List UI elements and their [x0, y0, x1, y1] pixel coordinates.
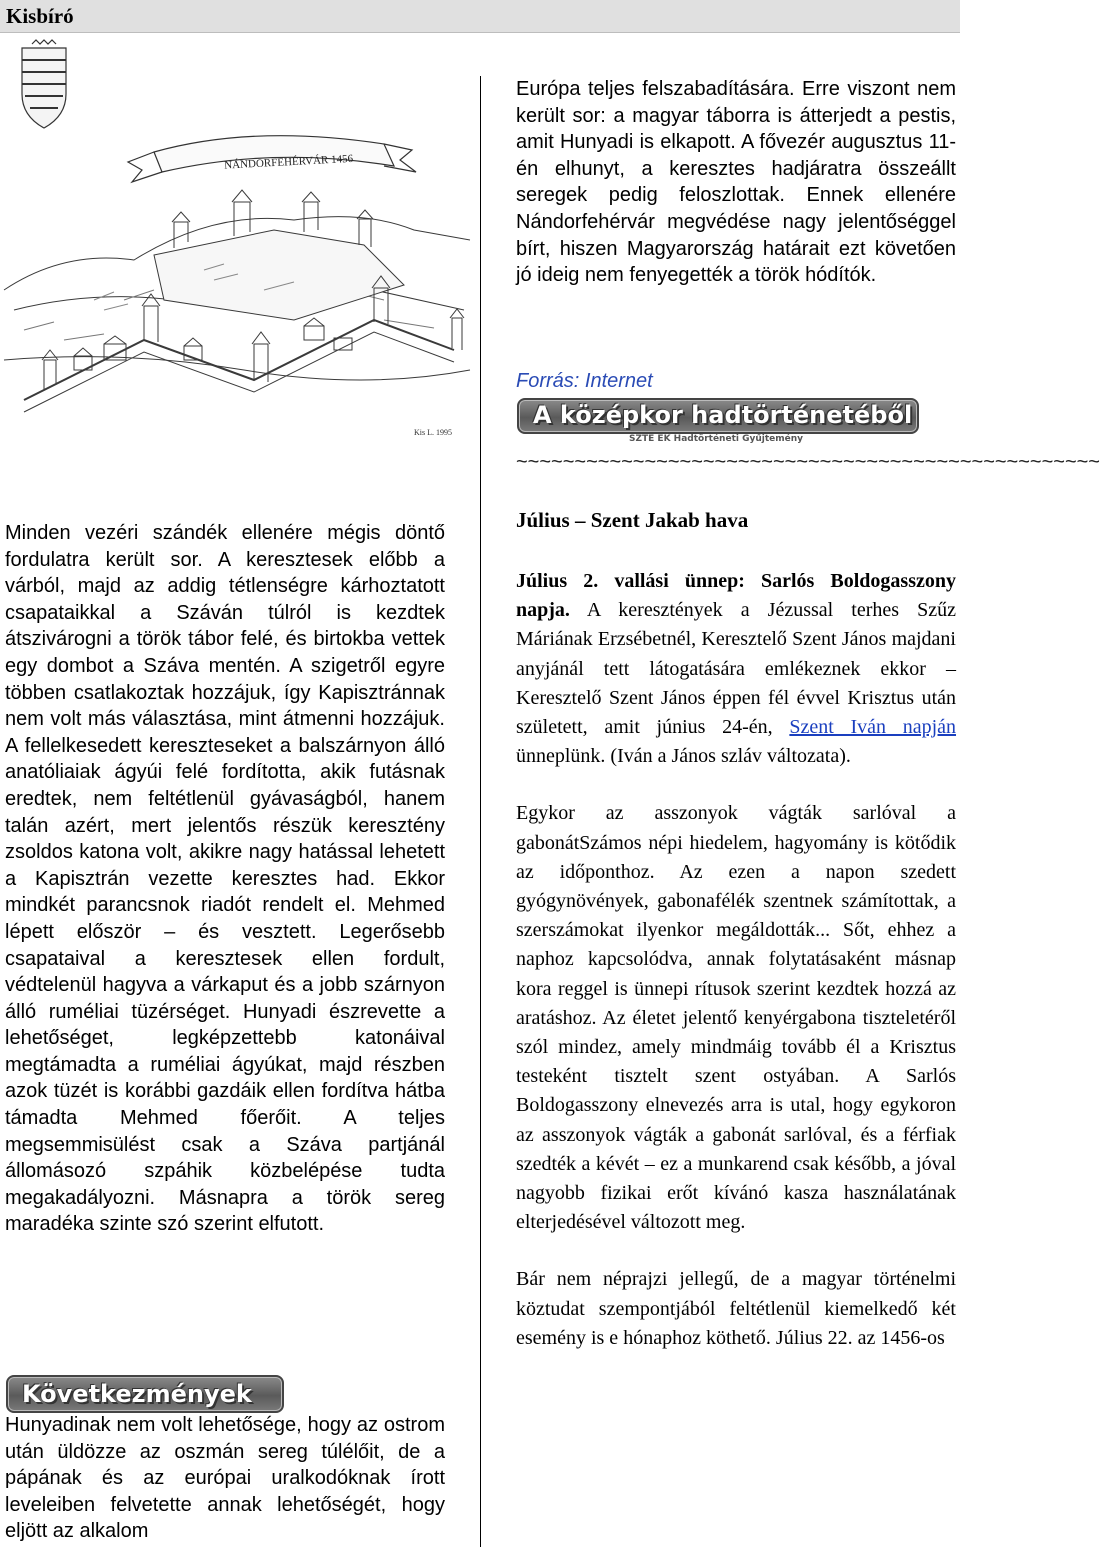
consequences-banner-text: Következmények — [22, 1380, 252, 1408]
history-logo-banner — [517, 398, 919, 434]
consequences-section — [5, 1412, 445, 1545]
month-heading: Július – Szent Jakab hava — [516, 508, 749, 532]
feast-text-end: ünneplünk. (Iván a János szláv változata). — [516, 745, 851, 768]
page-header — [0, 0, 960, 33]
right-column-top — [516, 76, 956, 289]
feast-paragraph — [516, 567, 956, 771]
consequences-banner — [6, 1375, 284, 1413]
left-column — [5, 520, 445, 1238]
source-line — [516, 370, 956, 393]
history-logo-text: A középkor hadtörténetéből — [533, 401, 913, 429]
aftermath-paragraph: Európa teljes felszabadítására. Erre viszont nem került sor: a magyar táborra is átterjedt a pestis, amit Hunyadi is elkapott. A fővezér augusztus 11-én elhunyt, a keresztes hadjáratra összeállt seregek pedig feloszlottak. Ennek ellenére Nándorfehérvár megvédése nagy jelentőséggel bírt, hiszen Magyarország határait ezt követően jó ideig nem fenyegették a török hódítók. — [516, 78, 956, 287]
calendar-section — [516, 505, 956, 1353]
szent-ivan-link[interactable]: Szent Iván napján — [789, 716, 957, 739]
source-text: Forrás: Internet — [516, 370, 653, 392]
history-logo-subtitle: SZTE EK Hadtörténeti Gyűjtemény — [629, 434, 804, 444]
consequences-paragraph: Hunyadinak nem volt lehetősége, hogy az ostrom után üldözze az oszmán sereg túlélőit, de a pápának és az európai uralkodóknak írott leveleiben felvetette annak lehetőségét, hogy eljött az alkalom — [5, 1414, 445, 1543]
history-paragraph: Bár nem néprajzi jellegű, de a magyar történelmi köztudat szempontjából feltétlenül kiemelkedő két esemény is e hónaphoz köthető. Július 22. az 1456-os — [516, 1268, 956, 1349]
castle-illustration — [4, 40, 470, 440]
battle-paragraph: Minden vezéri szándék ellenére mégis döntő fordulatra került sor. A keresztesek előbb a várból, majd az addig tétlenségre kárhoztatott csapataikkal a Száván túlról is kezdtek átszivárogni a török tábor felé, és birtokba vettek egy dombot a Száva mentén. A szigetről egyre többen csatlakoztak hozzájuk, így Kapisztránnak nem volt más választása, mint átmenni hozzájuk. A fellelkesedett kereszteseket a balszárnyon álló anatóliaiak ágyúi felé fordította, akik futásnak eredtek, nem feltétlenül gyávaságból, hanem talán azért, mert jelentős részük keresztény zsoldos katona volt, akikre nagy hatással lehetett a Kapisztrán vezette keresztes had. Ekkor mindkét parancsnok riadót rendelt el. Mehmed lépett először – és vesztett. Legerősebb csapataival a keresztesek ellen fordult, védtelenül hagyva a várkaput és a jobb szárnyon álló ruméliai tüzérséget. Hunyadi észrevette a lehetőséget, legképzettebb katonáival megtámadta a ruméliai ágyúkat, majd részben azok tüzét is korábbi gazdáik ellen fordítva hátba támadta Mehmed főerőit. A teljes megsemmisülést csak a Száva partjánál állomásozó szpáhik közbelépése tudta megakadályozni. Másnapra a török sereg maradéka szinte szó szerint elfutott. — [5, 522, 445, 1236]
harvest-paragraph: Egykor az asszonyok vágták sarlóval a gabonátSzámos népi hiedelem, hagyomány is kötődik az időponthoz. Az ezen a napon szedett gyógynövények, gabonafélék szentnek számítottak, a szerszámokat ilyenkor megáldották... Sőt, ehhez a naphoz kapcsolódva, annak folytatásaként másnap kora reggel is ünnepi rítusok szerint kezdtek hozzá az aratáshoz. Az életet jelentő kenyérgabona tiszteletéről szól mindez, amely mindmáig tovább él a Krisztus testeként tisztelt szent ostyában. A Sarlós Boldogasszony elnevezés arra is utal, hogy egykoron az asszonyok vágták a gabonát sarlóval, és a férfiak szedték a kévét – ez a munkarend csak később, a jóval nagyobb fizikai erőt kívánó kasza használatának elterjedésével változott meg. — [516, 802, 956, 1234]
feast-text: A keresztények a Jézussal terhes Szűz Máriának Erzsébetnél, Keresztelő Szent János majdani anyjánál tett látogatására emlékeznek ekkor – Keresztelő Szent János éppen fél évvel Krisztus után született, amit június 24-én, — [516, 599, 956, 739]
separator-line: ~~~~~~~~~~~~~~~~~~~~~~~~~~~~~~~~~~~~~~~~~~~~~~~~~~ — [516, 451, 1100, 473]
publication-title: Kisbíró — [6, 4, 74, 28]
column-divider — [480, 76, 481, 1547]
feast-heading: Július 2. vallási ünnep: Sarlós Boldogasszony napja. — [516, 570, 956, 622]
illustration-signature: Kis L. 1995 — [414, 428, 452, 437]
illustration-banner-text: NÁNDORFEHÉRVÁR 1456 — [223, 152, 354, 172]
